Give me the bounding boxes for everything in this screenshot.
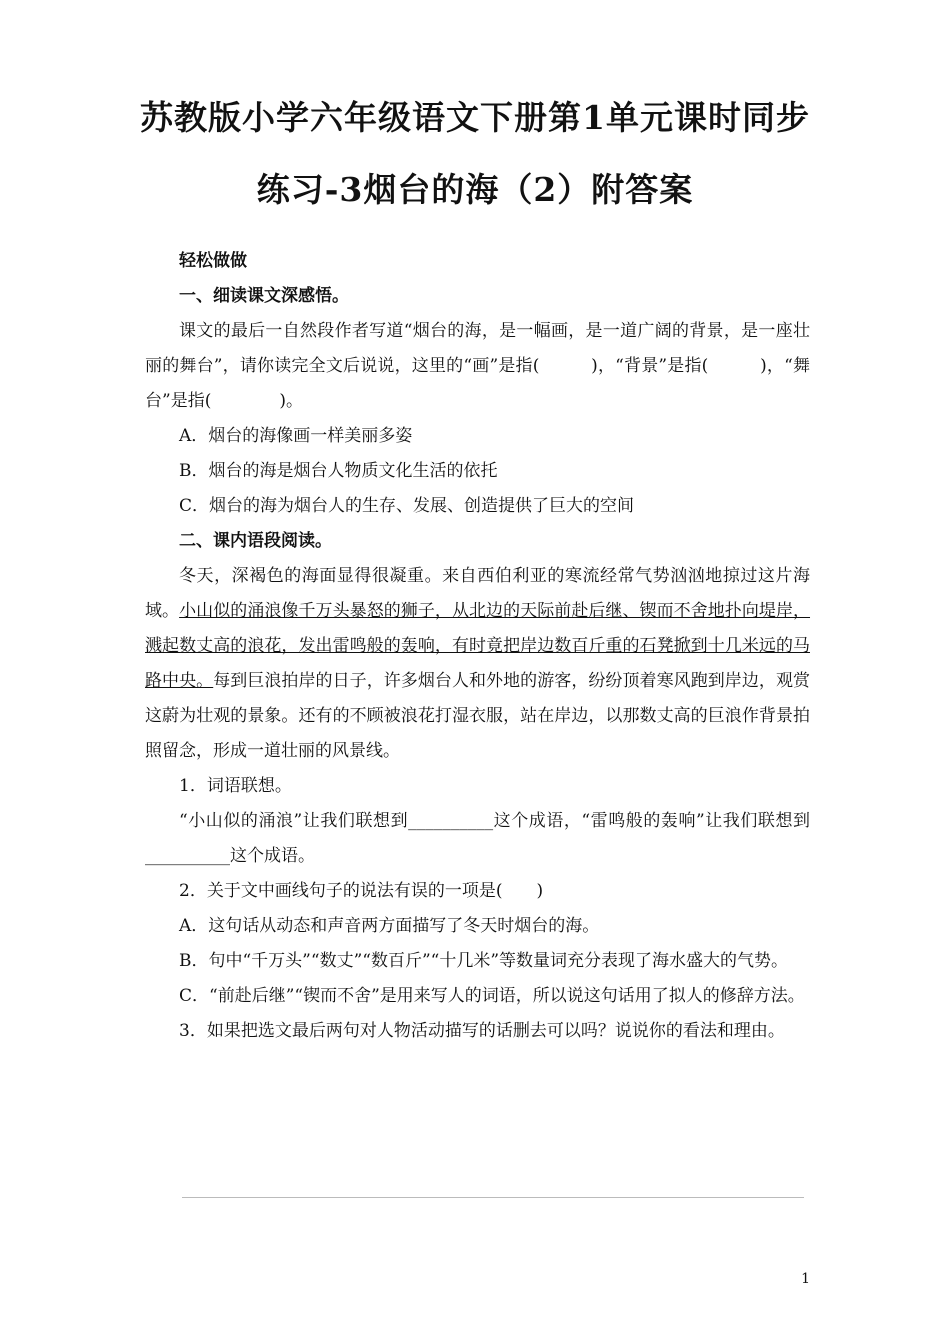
question3-title: 3．如果把选文最后两句对人物活动描写的话删去可以吗？说说你的看法和理由。 — [179, 1021, 785, 1041]
passage-underlined-sentence: 小山似的涌浪像千万头暴怒的狮子，从北边的天际前赴后继、锲而不舍地扑向堤岸，溅起数丈高的浪花，发出雷鸣般的轰响，有时竟把岸边数百斤重的石凳掀到十几米远的马路中央。 — [145, 601, 811, 691]
section1-option-a: A．烟台的海像画一样美丽多姿 — [179, 426, 413, 446]
section1-option-c: C．烟台的海为烟台人的生存、发展、创造提供了巨大的空间 — [179, 496, 635, 516]
answer-line — [182, 1197, 804, 1198]
section1-question: 课文的最后一自然段作者写道“烟台的海，是一幅画，是一道广阔的背景，是一座壮丽的舞台”，请你读完全文后说说，这里的“画”是指( )，“背景”是指( )，“舞台”是指( )。 — [145, 321, 810, 411]
reading-passage — [145, 559, 810, 769]
passage-end: 每到巨浪拍岸的日子，许多烟台人和外地的游客，纷纷顶着寒风跑到岸边，观赏这蔚为壮观的景象。还有的不顾被浪花打湿衣服，站在岸边，以那数丈高的巨浪作背景拍照留念，形成一道壮丽的风景线。 — [145, 671, 811, 761]
question2-option-a: A．这句话从动态和声音两方面描写了冬天时烟台的海。 — [179, 916, 600, 936]
question2-option-b: B．句中“千万头”“数丈”“数百斤”“十几米”等数量词充分表现了海水盛大的气势。 — [179, 951, 789, 971]
section-intro: 轻松做做 — [179, 251, 247, 271]
title-line-2: 练习-3烟台的海（2）附答案 — [256, 170, 694, 209]
document-body — [145, 244, 810, 1049]
section1-heading: 一、细读课文深感悟。 — [179, 286, 349, 306]
question1-title: 1．词语联想。 — [179, 776, 292, 796]
page-number: 1 — [801, 1271, 810, 1287]
question1-text: “小山似的涌浪”让我们联想到__________这个成语，“雷鸣般的轰响”让我们联想到__________这个成语。 — [145, 811, 810, 866]
section2-heading: 二、课内语段阅读。 — [179, 531, 332, 551]
question2-title: 2．关于文中画线句子的说法有误的一项是( ) — [179, 881, 544, 901]
question2-option-c: C．“前赴后继”“锲而不舍”是用来写人的词语，所以说这句话用了拟人的修辞方法。 — [179, 986, 805, 1006]
passage-start: 冬天，深褐色的海面显得很凝重。来自西伯利亚的寒流经常气势汹汹地掠过这片海域。 — [145, 566, 810, 621]
title-line-1: 苏教版小学六年级语文下册第1单元课时同步 — [140, 98, 810, 137]
section1-option-b: B．烟台的海是烟台人物质文化生活的依托 — [179, 461, 498, 481]
